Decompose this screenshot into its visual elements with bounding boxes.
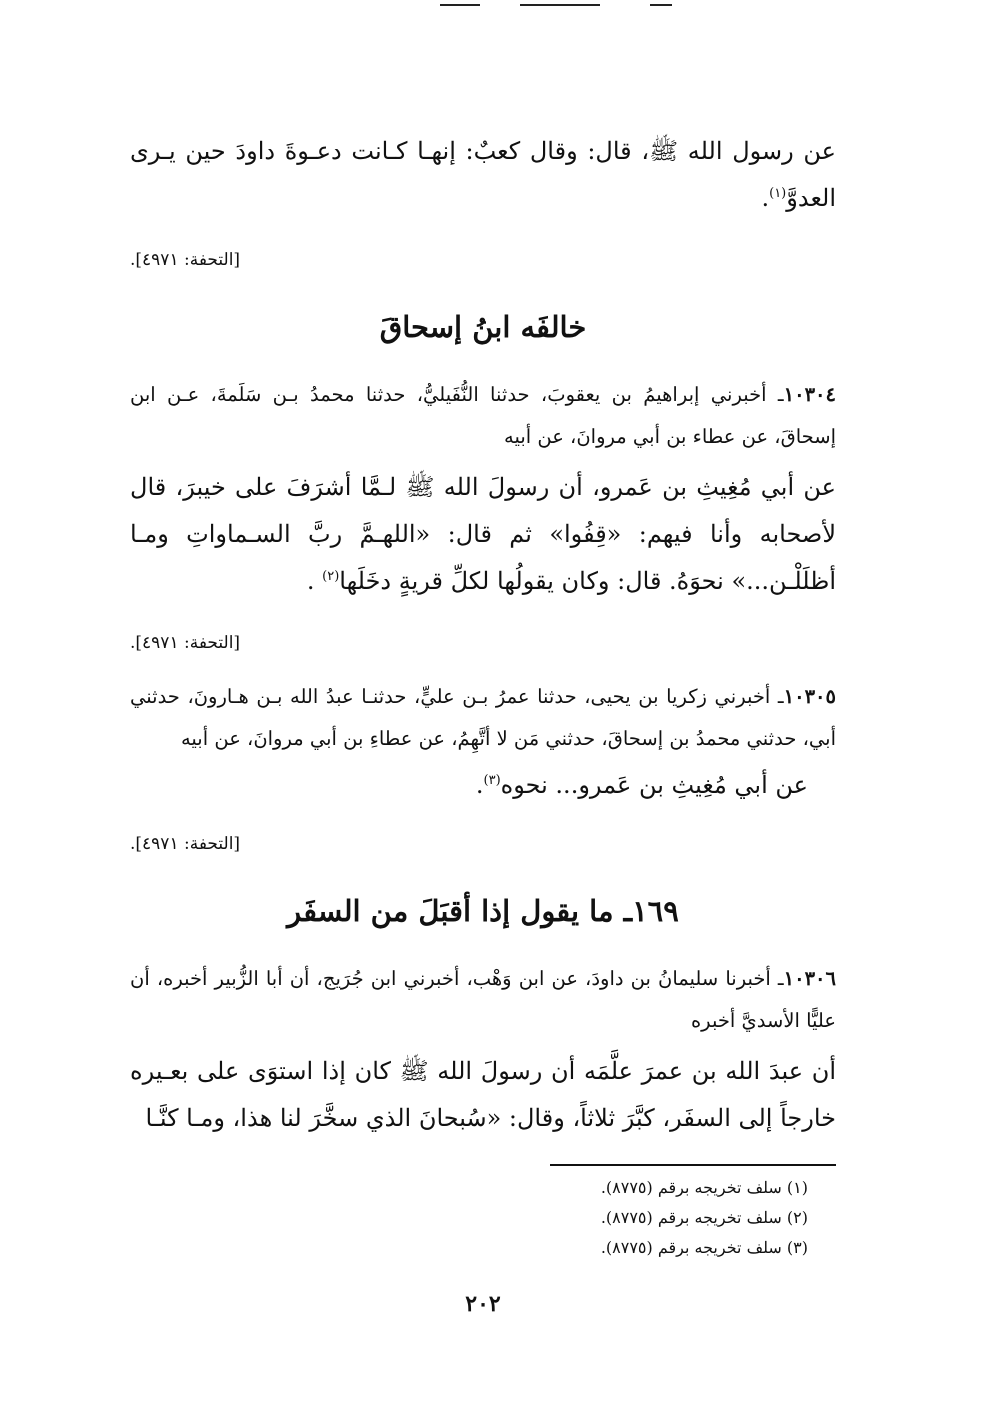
footnote-3: (٣) سلف تخريجه برقم (٨٧٧٥). xyxy=(600,1238,808,1257)
isnad-text: ـ أخبرنا سليمانُ بن داودَ، عن ابن وَهْب، أخبرني ابن جُرَيج، أن أبا الزُّبير أخبره، أن عليًّا الأسديَّ أخبره xyxy=(130,967,836,1032)
footnote-marker: (١) xyxy=(769,186,787,201)
page-number: ٢٠٢ xyxy=(465,1291,501,1317)
hadith-continuation: عن رسول الله ﷺ، قال: وقال كعبٌ: إنهـا كـانت دعـوةَ داودَ حين يـرى العدوَّ$^{(١)}$. xyxy=(130,137,836,212)
hadith-number: ١٠٣٠٥ xyxy=(783,685,836,708)
footnote-separator xyxy=(550,1164,836,1166)
page-content xyxy=(130,128,836,1401)
top-decorative-rule xyxy=(520,4,600,6)
tuhfa-reference: [التحفة: ٤٩٧١]. xyxy=(130,834,241,854)
hadith-matn: عن أبي مُغِيثِ بن عَمرو... نحوه$^{(٣)}$. xyxy=(475,771,808,799)
hadith-number: ١٠٣٠٦ xyxy=(783,967,836,990)
hadith-isnad xyxy=(130,374,836,458)
matn-text: عن أبي مُغِيثِ بن عَمرو... نحوه xyxy=(500,771,808,799)
tuhfa-reference: [التحفة: ٤٩٧١]. xyxy=(130,250,241,270)
chapter-subheading: خالفَه ابنُ إسحاقَ xyxy=(379,310,587,344)
tuhfa-reference: [التحفة: ٤٩٧١]. xyxy=(130,633,241,653)
hadith-isnad xyxy=(130,676,836,760)
isnad-text: ـ أخبرني إبراهيمُ بن يعقوبَ، حدثنا النُّفَيليُّ، حدثنا محمدُ بـن سَلَمةَ، عـن ابن إسحاقَ، عن عطاء بن أبي مروانَ، عن أبيه xyxy=(130,383,836,448)
hadith-isnad xyxy=(130,958,836,1042)
hadith-10305 xyxy=(130,676,836,809)
top-decorative-rule xyxy=(440,4,480,6)
matn-text: عن أبي مُغِيثِ بن عَمرو، أن رسولَ الله ﷺ لـمَّا أشرَفَ على خيبرَ، قال لأصحابه وأنا فيهم: «قِفُوا» ثم قال: «اللهـمَّ ربَّ السـماواتِ ومـا أظلَلْـن...» نحوَهُ. قال: وكان يقولُها لكلِّ قريةٍ دخَلَها xyxy=(130,473,836,595)
hadith-number: ١٠٣٠٤ xyxy=(783,383,836,406)
hadith-10304 xyxy=(130,374,836,605)
chapter-heading: ١٦٩ـ ما يقول إذا أقبَلَ من السفَر xyxy=(287,894,679,928)
top-decorative-rule xyxy=(650,4,672,6)
isnad-text: ـ أخبرني زكريا بن يحيى، حدثنا عمرُ بـن عليٍّ، حدثنـا عبدُ الله بـن هـارونَ، حدثني أبي، حدثني محمدُ بن إسحاقَ، حدثني مَن لا أتَّهِمُ، عن عطاءِ بن أبي مروانَ، عن أبيه xyxy=(130,685,836,750)
footnote-1: (١) سلف تخريجه برقم (٨٧٧٥). xyxy=(600,1178,808,1197)
footnote-marker: (٢) xyxy=(322,569,340,584)
hadith-matn xyxy=(130,1048,836,1142)
matn-text: أن عبدَ الله بن عمرَ علَّمَه أن رسولَ الله ﷺ كان إذا استوَى على بعـيره خارجاً إلى السفَر، كبَّرَ ثلاثاً، وقال: «سُبحانَ الذي سخَّرَ لنا هذا، ومـا كنَّـا xyxy=(130,1057,836,1132)
hadith-matn: عن أبي مُغِيثِ بن عَمرو، أن رسولَ الله ﷺ لـمَّا أشرَفَ على خيبرَ، قال لأصحابه وأنا فيهم: «قِفُوا» ثم قال: «اللهـمَّ ربَّ السـماواتِ ومـا أظلَلْـن...» نحوَهُ. قال: وكان يقولُها لكلِّ قريةٍ دخَلَها$^{(٢)}$ . xyxy=(130,473,836,595)
hadith-10306 xyxy=(130,958,836,1142)
footnote-marker: (٣) xyxy=(483,773,501,788)
hadith-continuation-text: عن رسول الله ﷺ، قال: وقال كعبٌ: إنهـا كـانت دعـوةَ داودَ حين يـرى العدوَّ xyxy=(130,137,836,212)
footnote-2: (٢) سلف تخريجه برقم (٨٧٧٥). xyxy=(600,1208,808,1227)
